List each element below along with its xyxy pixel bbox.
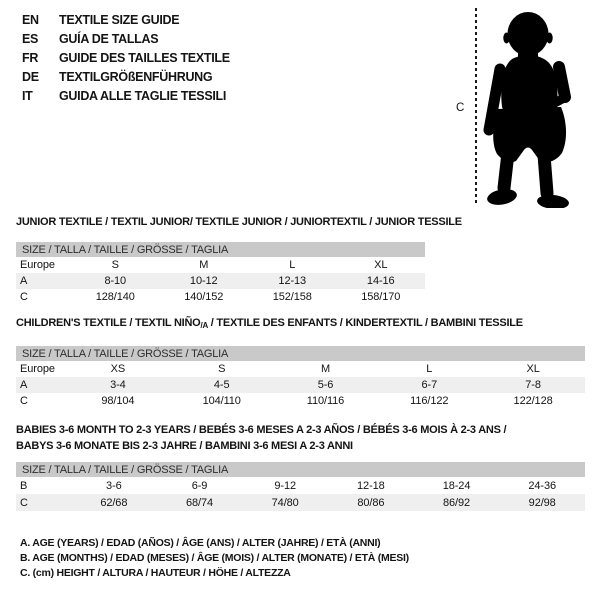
size-cell: 128/140: [95, 291, 135, 303]
size-cell: XL: [526, 363, 540, 375]
junior-table-rows: [16, 257, 425, 305]
language-row: [22, 68, 230, 87]
size-cell: 24-36: [528, 479, 557, 492]
language-row: [22, 30, 230, 49]
language-code: FR: [22, 51, 39, 65]
size-cell: 6-7: [421, 379, 438, 391]
measurement-legend: [20, 536, 409, 581]
table-row: [16, 289, 425, 305]
guide-title: TEXTILE SIZE GUIDE: [59, 13, 180, 27]
size-cell: 110/116: [306, 395, 345, 407]
size-cell: 152/158: [272, 291, 312, 303]
size-cell: 3-4: [110, 379, 126, 391]
size-cell: 98/104: [101, 395, 135, 407]
language-code: EN: [22, 13, 39, 27]
language-row: [22, 49, 230, 68]
table-row: [16, 361, 585, 377]
size-cell: 6-9: [191, 479, 208, 492]
size-cell: 62/68: [100, 496, 128, 509]
row-label: Europe: [20, 259, 55, 271]
guide-title: GUIDE DES TAILLES TEXTILE: [59, 51, 230, 65]
size-header-bar: SIZE / TALLA / TAILLE / GRÖSSE / TAGLIA: [16, 242, 425, 257]
size-cell: XS: [110, 363, 126, 375]
table-row: [16, 273, 425, 289]
children-size-table: [16, 346, 585, 409]
babies-table-rows: [16, 477, 585, 511]
size-cell: 18-24: [442, 479, 471, 492]
size-header-bar: SIZE / TALLA / TAILLE / GRÖSSE / TAGLIA: [16, 346, 585, 361]
junior-size-table: [16, 242, 425, 305]
guide-title: GUIDA ALLE TAGLIE TESSILI: [59, 89, 227, 103]
row-label: C: [20, 496, 28, 509]
language-row: [22, 11, 230, 30]
size-cell: 92/98: [528, 496, 556, 509]
size-cell: S: [111, 259, 119, 271]
size-cell: 10-12: [189, 275, 218, 287]
legend-line-b: B. AGE (MONTHS) / EDAD (MESES) / ÂGE (MOIS) / ALTER (MONATE) / ETÀ (MESI): [20, 552, 409, 564]
babies-table-title: [16, 422, 506, 454]
size-cell: 74/80: [271, 496, 299, 509]
size-cell: 3-6: [106, 479, 122, 492]
size-cell: 7-8: [525, 379, 541, 391]
babies-title-line1: BABIES 3-6 MONTH TO 2-3 YEARS / BEBÉS 3-6 MESES A 2-3 AÑOS / BÉBÉS 3-6 MOIS À 2-3 ANS /: [16, 424, 507, 436]
size-cell: L: [289, 259, 296, 271]
height-measure-dashed-line: [475, 8, 477, 205]
table-row: [16, 393, 585, 409]
table-row: [16, 257, 425, 273]
size-cell: 104/110: [202, 395, 241, 407]
size-cell: 14-16: [366, 275, 395, 287]
children-title-pre: CHILDREN'S TEXTILE / TEXTIL NIÑO: [16, 317, 201, 329]
size-cell: M: [320, 363, 331, 375]
size-cell: 80/86: [357, 496, 385, 509]
size-cell: S: [218, 363, 226, 375]
size-cell: 5-6: [317, 379, 334, 391]
babies-title-line2: BABYS 3-6 MONATE BIS 2-3 JAHRE / BAMBINI 3-6 MESI A 2-3 ANNI: [16, 440, 353, 452]
row-label: C: [20, 291, 28, 303]
row-label: B: [20, 479, 28, 492]
size-cell: 122/128: [513, 395, 553, 407]
size-cell: 4-5: [213, 379, 230, 391]
language-title-list: [22, 11, 230, 106]
size-cell: 116/122: [410, 395, 449, 407]
legend-line-c: C. (cm) HEIGHT / ALTURA / HAUTEUR / HÖHE / ALTEZZA: [20, 567, 291, 579]
size-cell: XL: [374, 259, 388, 271]
table-row: [16, 377, 585, 393]
size-cell: 158/170: [361, 291, 401, 303]
size-header-bar: SIZE / TALLA / TAILLE / GRÖSSE / TAGLIA: [16, 462, 585, 477]
size-cell: 68/74: [185, 496, 214, 509]
language-code: ES: [22, 32, 39, 46]
row-label: A: [20, 379, 28, 391]
children-title-sub: /A: [200, 321, 208, 330]
size-cell: 12-18: [357, 479, 385, 492]
size-cell: L: [426, 363, 433, 375]
baby-silhouette-icon: [478, 3, 578, 208]
size-cell: M: [199, 259, 209, 271]
guide-title: TEXTILGRÖßENFÜHRUNG: [59, 70, 213, 84]
children-table-rows: [16, 361, 585, 409]
size-cell: 9-12: [274, 479, 296, 492]
row-label: C: [20, 395, 28, 407]
babies-size-table: [16, 462, 585, 511]
language-row: [22, 87, 230, 106]
guide-title: GUÍA DE TALLAS: [59, 32, 159, 46]
legend-line-a: A. AGE (YEARS) / EDAD (AÑOS) / ÂGE (ANS) / ALTER (JAHRE) / ETÀ (ANNI): [20, 537, 381, 549]
table-row: [16, 494, 585, 511]
children-table-title: [16, 317, 523, 329]
language-code: IT: [22, 89, 33, 103]
measure-c-label: C: [456, 102, 465, 114]
children-title-post: / TEXTILE DES ENFANTS / KINDERTEXTIL / BAMBINI TESSILE: [207, 317, 523, 329]
row-label: A: [20, 275, 28, 287]
size-cell: 140/152: [184, 291, 224, 303]
size-cell: 86/92: [443, 496, 471, 509]
size-cell: 8-10: [104, 275, 127, 287]
junior-table-title: JUNIOR TEXTILE / TEXTIL JUNIOR/ TEXTILE JUNIOR / JUNIORTEXTIL / JUNIOR TESSILE: [16, 216, 462, 228]
size-cell: 12-13: [278, 275, 307, 287]
language-code: DE: [22, 70, 39, 84]
row-label: Europe: [20, 363, 55, 375]
table-row: [16, 477, 585, 494]
